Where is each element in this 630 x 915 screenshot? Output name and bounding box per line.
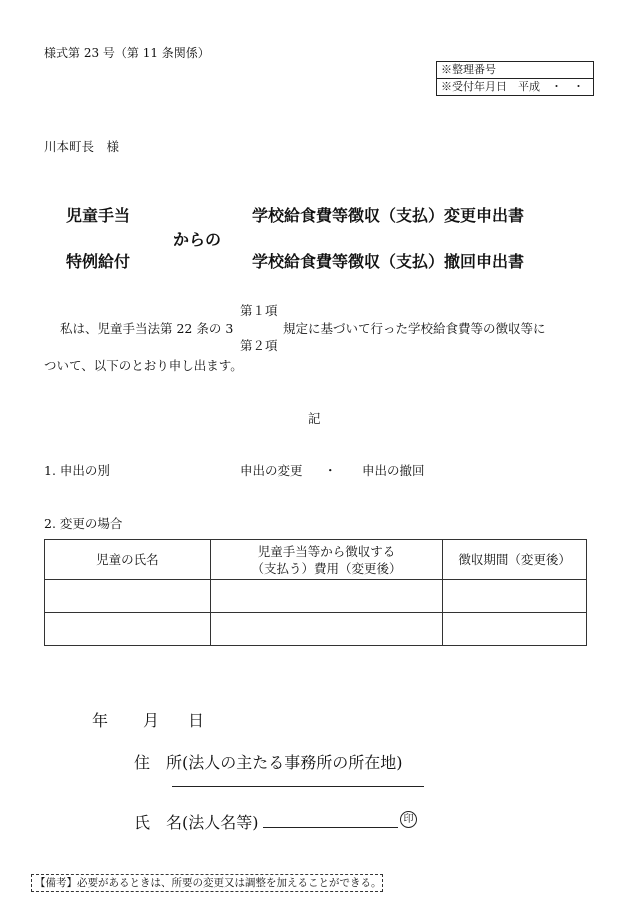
name-label: 氏 名(法人名等) bbox=[134, 813, 259, 832]
seal-mark: 印 bbox=[400, 811, 417, 828]
clause-top: 第１項 bbox=[240, 303, 278, 318]
cell-child-name[interactable] bbox=[45, 613, 211, 646]
address-label: 住 所(法人の主たる事務所の所在地) bbox=[134, 753, 403, 772]
receipt-number-label: ※整理番号 bbox=[441, 63, 496, 76]
cell-period[interactable] bbox=[443, 613, 587, 646]
date-month: 月 bbox=[143, 711, 160, 730]
title-right-top: 学校給食費等徴収（支払）変更申出書 bbox=[252, 206, 525, 225]
table-row bbox=[45, 580, 587, 613]
cell-child-name[interactable] bbox=[45, 580, 211, 613]
option-separator: ・ bbox=[324, 463, 337, 478]
addressee: 川本町長 様 bbox=[44, 139, 120, 154]
header-fee-line1: 児童手当等から徴収する bbox=[257, 543, 396, 559]
title-left-top: 児童手当 bbox=[66, 206, 131, 225]
form-number: 様式第 23 号（第 11 条関係） bbox=[44, 46, 210, 60]
body-line1-right: 規定に基づいて行った学校給食費等の徴収等に bbox=[283, 321, 546, 336]
option-withdraw: 申出の撤回 bbox=[362, 463, 425, 478]
remark-box: 【備考】必要があるときは、所要の変更又は調整を加えることができる。 bbox=[31, 874, 383, 892]
option-change: 申出の変更 bbox=[240, 463, 303, 478]
body-line1-left: 私は、児童手当法第 22 条の 3 bbox=[60, 321, 234, 336]
section1-label: 1. 申出の別 bbox=[44, 463, 110, 478]
ki-heading: 記 bbox=[308, 411, 321, 426]
title-middle: からの bbox=[173, 230, 222, 249]
table-row bbox=[45, 613, 587, 646]
header-period: 徴収期間（変更後） bbox=[443, 540, 587, 580]
date-year: 年 bbox=[92, 711, 109, 730]
body-line2: ついて、以下のとおり申し出ます。 bbox=[44, 358, 243, 373]
change-table bbox=[44, 539, 587, 646]
cell-fee[interactable] bbox=[210, 580, 443, 613]
header-child-name: 児童の氏名 bbox=[45, 540, 211, 580]
cell-period[interactable] bbox=[443, 580, 587, 613]
clause-bottom: 第２項 bbox=[240, 338, 278, 353]
title-left-bottom: 特例給付 bbox=[66, 252, 131, 271]
receipt-date-label: ※受付年月日 平成 ・ ・ bbox=[437, 78, 593, 95]
header-fee-line2: （支払う）費用（変更後） bbox=[251, 560, 402, 576]
receipt-box bbox=[436, 61, 594, 96]
name-underline[interactable] bbox=[263, 827, 398, 828]
date-day: 日 bbox=[188, 711, 205, 730]
title-right-bottom: 学校給食費等徴収（支払）撤回申出書 bbox=[252, 252, 525, 271]
cell-fee[interactable] bbox=[210, 613, 443, 646]
section2-label: 2. 変更の場合 bbox=[44, 516, 123, 531]
header-fee bbox=[210, 540, 443, 580]
table-header-row bbox=[45, 540, 587, 580]
address-underline[interactable] bbox=[172, 786, 424, 787]
